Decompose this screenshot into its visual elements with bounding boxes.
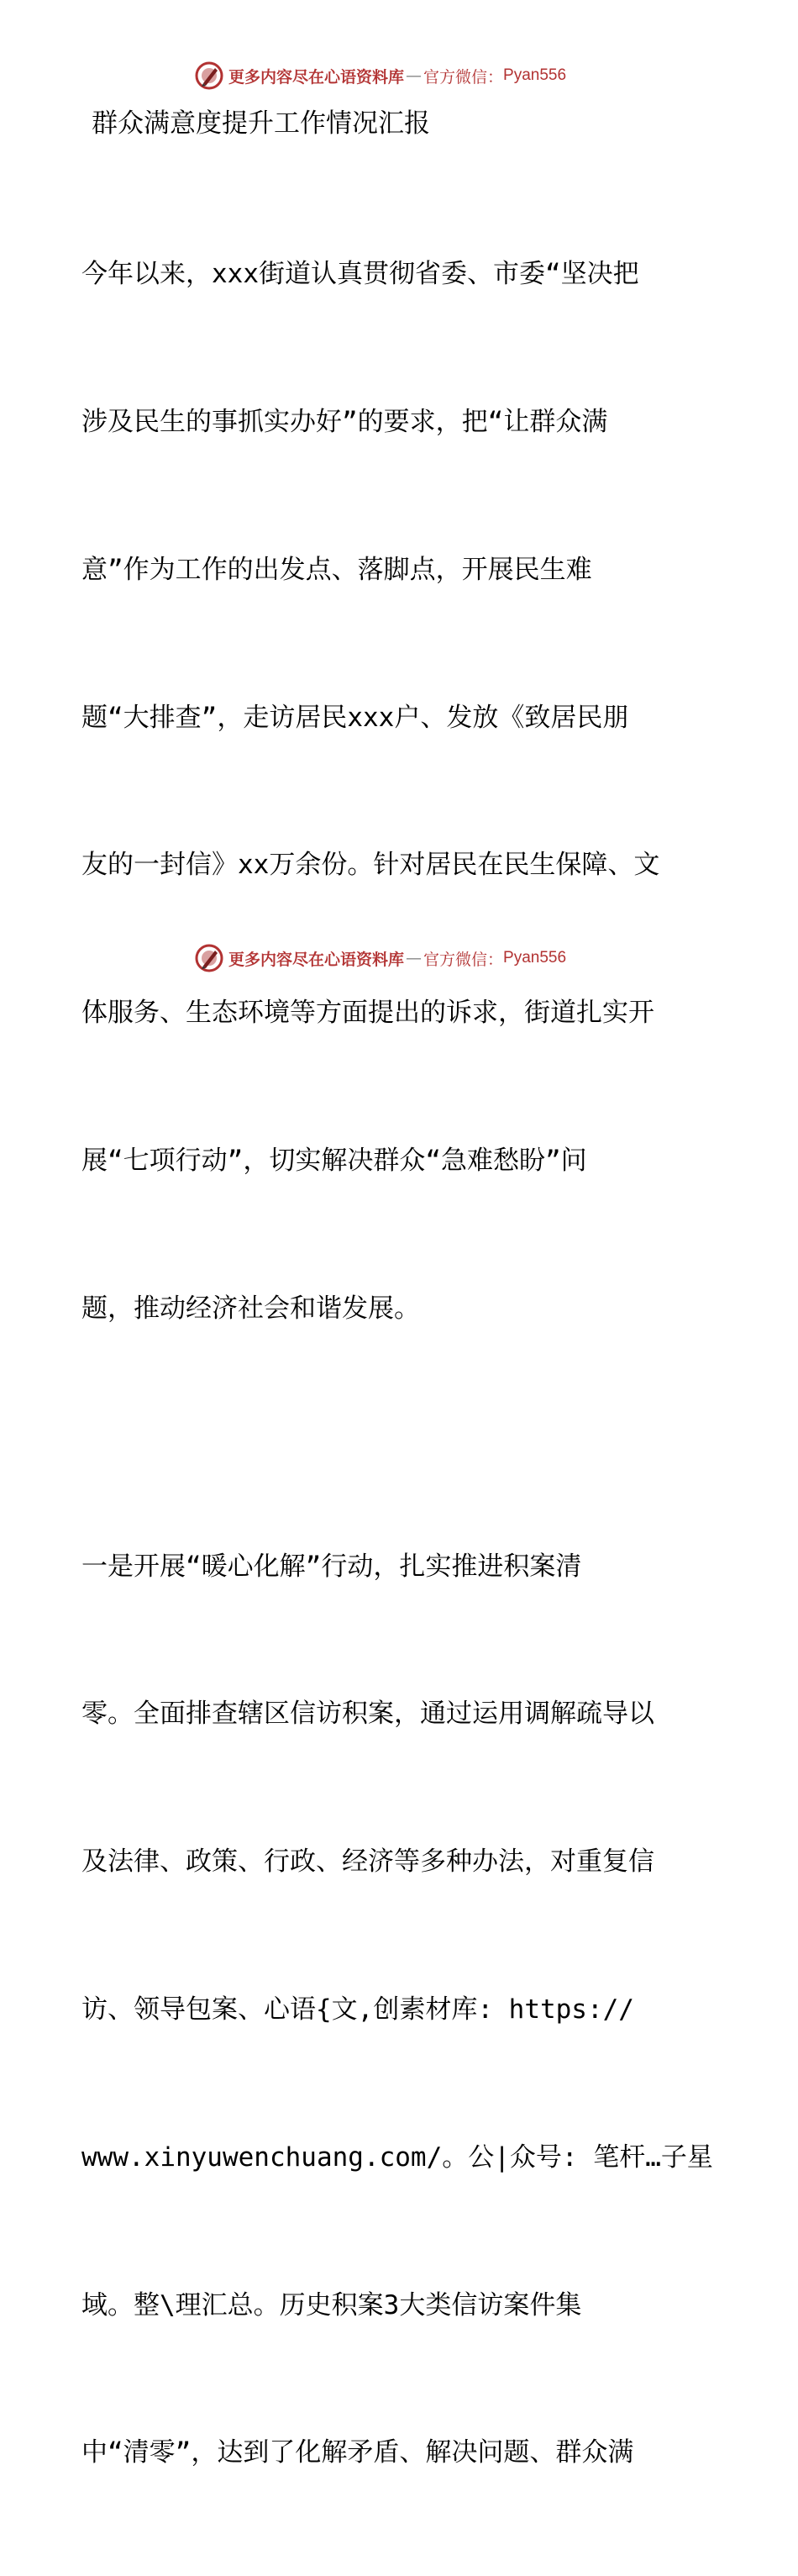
text-line: 访、领导包案、心语{文,创素材库: https://	[81, 1994, 634, 2025]
paragraph-intro	[81, 151, 728, 1431]
watermark-wechat-label: 官方微信：	[423, 67, 504, 87]
pen-logo-icon	[195, 61, 223, 90]
text-line: 零。全面排查辖区信访积案，通过运用调解疏导以	[81, 1699, 654, 1730]
watermark-wechat-id: Pyan556	[503, 66, 567, 84]
paragraph-action-one	[81, 1443, 728, 2576]
text-line: 涉及民生的事抓实办好”的要求，把“让群众满	[81, 406, 608, 437]
document-title: 群众满意度提升工作情况汇报	[92, 108, 430, 139]
text-line: 今年以来，xxx街道认真贯彻省委、市委“坚决把	[81, 259, 639, 290]
watermark-separator: —	[406, 66, 423, 85]
document-body	[81, 99, 728, 2576]
watermark-separator: —	[406, 949, 423, 967]
header-watermark	[195, 59, 566, 92]
watermark-brand: 更多内容尽在心语资料库	[228, 950, 405, 969]
text-line: 中“清零”，达到了化解矛盾、解决问题、群众满	[81, 2437, 634, 2468]
text-line: 意”作为工作的出发点、落脚点，开展民生难	[81, 554, 592, 585]
text-line: 域。整\理汇总。历史积案3大类信访案件集	[81, 2289, 582, 2321]
pen-logo-icon	[195, 944, 223, 972]
text-line: 展“七项行动”，切实解决群众“急难愁盼”问	[81, 1145, 587, 1176]
text-line: 题，推动经济社会和谐发展。	[81, 1293, 420, 1324]
text-line: www.xinyuwenchuang.com/。公|众号: 笔杆…子星	[81, 2141, 713, 2173]
footer-watermark	[195, 941, 566, 975]
text-line: 及法律、政策、行政、经济等多种办法，对重复信	[81, 1846, 654, 1878]
text-line: 体服务、生态环境等方面提出的诉求，街道扎实开	[81, 998, 654, 1029]
watermark-wechat-id: Pyan556	[503, 949, 567, 967]
text-line: 友的一封信》xx万余份。针对居民在民生保障、文	[81, 850, 660, 881]
watermark-wechat-label: 官方微信：	[423, 950, 504, 969]
text-line: 一是开展“暖心化解”行动，扎实推进积案清	[81, 1551, 582, 1582]
watermark-brand: 更多内容尽在心语资料库	[228, 67, 405, 87]
text-line: 题“大排查”，走访居民xxx户、发放《致居民朋	[81, 702, 629, 733]
